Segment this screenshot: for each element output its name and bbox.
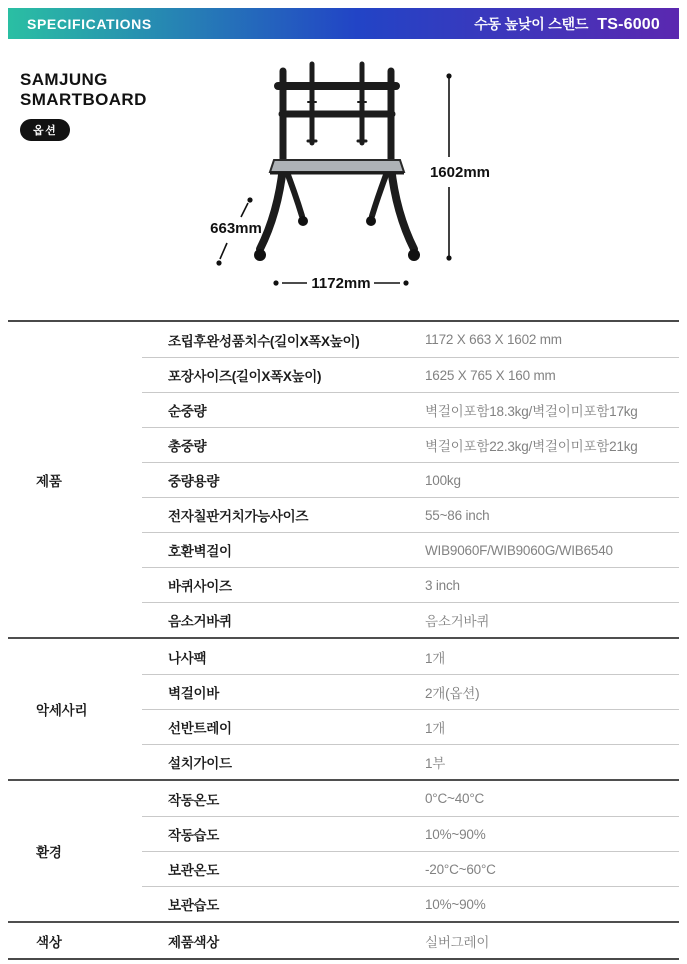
spec-row <box>142 497 679 532</box>
spec-table <box>8 320 679 960</box>
spec-row <box>142 567 679 602</box>
spec-category: 색상 <box>36 934 62 950</box>
spec-label: 작동습도 <box>168 828 219 843</box>
spec-value: 벽걸이포함22.3kg/벽걸이미포함21kg <box>425 439 638 454</box>
stand-drawing <box>260 64 414 249</box>
spec-label: 순중량 <box>168 404 207 419</box>
spec-label: 제품색상 <box>168 934 219 950</box>
spec-value: 100kg <box>425 472 461 488</box>
spec-rows <box>142 781 679 921</box>
stand-illustration <box>170 55 510 305</box>
spec-label: 바퀴사이즈 <box>168 579 232 594</box>
spec-value: 3 inch <box>425 577 460 593</box>
spec-label: 전자칠판거치가능사이즈 <box>168 509 309 524</box>
spec-row <box>142 639 679 674</box>
spec-value: -20°C~60°C <box>425 861 496 877</box>
width-dimension-label: 1172mm <box>311 275 371 292</box>
spec-row <box>142 427 679 462</box>
spec-rows <box>142 322 679 637</box>
spec-label: 작동온도 <box>168 792 219 808</box>
spec-value: 1개 <box>425 721 446 736</box>
spec-row <box>142 357 679 392</box>
spec-row <box>142 709 679 744</box>
spec-value: 1개 <box>425 650 446 666</box>
product-title <box>474 14 660 34</box>
product-name: 수동 높낮이 스탠드 <box>474 15 589 32</box>
spec-row <box>142 781 679 816</box>
spec-section <box>8 637 679 779</box>
spec-section <box>8 779 679 921</box>
spec-value: 1172 X 663 X 1602 mm <box>425 332 562 347</box>
spec-label: 보관습도 <box>168 898 219 913</box>
spec-row <box>142 392 679 427</box>
brand-block <box>20 70 147 141</box>
spec-section <box>8 921 679 958</box>
spec-value: WIB9060F/WIB9060G/WIB6540 <box>425 542 613 558</box>
spec-label: 조립후완성품치수(길이X폭X높이) <box>168 333 360 349</box>
spec-row <box>142 923 679 958</box>
spec-label: 중량용량 <box>168 474 219 489</box>
spec-category: 제품 <box>36 473 62 489</box>
spec-row <box>142 886 679 921</box>
spec-row <box>142 816 679 851</box>
stand-shelf <box>270 160 404 172</box>
spec-label: 포장사이즈(길이X폭X높이) <box>168 369 322 384</box>
spec-value: 음소거바퀴 <box>425 614 490 629</box>
spec-label: 총중량 <box>168 439 207 454</box>
brand-line2: SMARTBOARD <box>20 90 147 109</box>
brand-line1: SAMJUNG <box>20 70 108 89</box>
spec-row <box>142 462 679 497</box>
spec-row <box>142 602 679 637</box>
spec-value: 55~86 inch <box>425 507 490 523</box>
spec-row <box>142 532 679 567</box>
spec-row <box>142 851 679 886</box>
spec-label: 선반트레이 <box>168 721 232 736</box>
spec-row <box>142 322 679 357</box>
height-dimension-label: 1602mm <box>429 164 491 181</box>
spec-value: 10%~90% <box>425 826 486 842</box>
casters <box>254 216 420 261</box>
spec-value: 실버그레이 <box>425 934 490 950</box>
spec-value: 1부 <box>425 756 446 771</box>
spec-category: 환경 <box>36 845 62 860</box>
product-figure <box>170 55 510 305</box>
spec-rows <box>142 923 679 958</box>
spec-rows <box>142 639 679 779</box>
header-bar <box>8 8 679 39</box>
spec-category: 악세사리 <box>36 703 88 718</box>
spec-value: 10%~90% <box>425 896 486 912</box>
option-badge: 옵션 <box>20 119 70 141</box>
depth-dimension-label: 663mm <box>210 220 262 237</box>
spec-value: 벽걸이포함18.3kg/벽걸이미포함17kg <box>425 404 638 419</box>
page-title: SPECIFICATIONS <box>27 15 152 32</box>
spec-label: 보관온도 <box>168 863 219 878</box>
spec-label: 설치가이드 <box>168 756 232 771</box>
product-model: TS-6000 <box>597 15 660 33</box>
spec-label: 음소거바퀴 <box>168 614 232 629</box>
spec-label: 나사팩 <box>168 650 207 666</box>
spec-label: 호환벽걸이 <box>168 544 232 559</box>
spec-row <box>142 744 679 779</box>
spec-section <box>8 322 679 637</box>
spec-value: 2개(옵션) <box>425 686 480 701</box>
spec-label: 벽걸이바 <box>168 686 219 701</box>
spec-value: 0°C~40°C <box>425 791 485 806</box>
spec-row <box>142 674 679 709</box>
spec-value: 1625 X 765 X 160 mm <box>425 367 556 383</box>
